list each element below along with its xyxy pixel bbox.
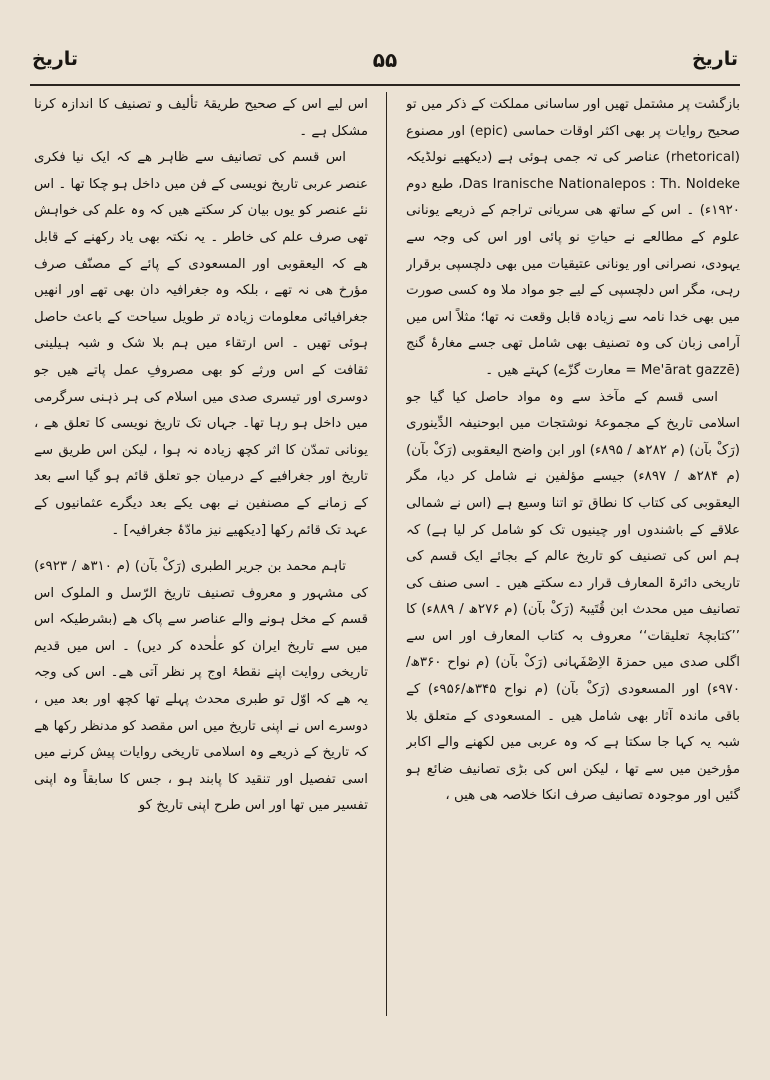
paragraph: بازگشت پر مشتمل تھیں اور ساسانی مملکت کے ذکر میں تو صحیح روایات پر بھی اکثر اوقات حماسی (epic) اور مصنوع (rhetorical) عناصر کی تہ جمی ہوئی ہے (دیکھیے نولڈیکہ Das Iranische Nationalepos : Th. Noldeke، طبع دوم ۱۹۲۰ء) ۔ اس کے ساتھ ھی سریانی تراجم کے ذریعے یونانی علوم کے مطالعے نے حیاتِ نو پائی اور اس کی وجہ سے یہودی، نصرانی اور یونانی عتیقیات میں بھی دلچسپی برقرار رہی، مگر اس دلچسپی کے لیے جو مواد ملا وہ کسی صورت میں بھی خدا نامہ سے زیادہ قابل وقعت نہ تھا؛ مثلاً اس میں آرامی زبان کی وہ تصنیف بھی شامل تھی جسے مغارۂ گنج (Me'ārat gazzē = معارت گزّے) کہتے ھیں ۔ [406,97,740,378]
right-column [406,92,740,1032]
paragraph: اس قسم کی تصانیف سے ظاہر ھے کہ ایک نیا فکری عنصر عربی تاریخ نویسی کے فن میں داخل ہو چکا تھا ۔ اس نئے عنصر کو یوں بیان کر سکتے ھیں کہ وہ علم کی خواہش تھی صرف علم کی خاطر ۔ یہ نکتہ بھی یاد رکھنے کے قابل ھے کہ الیعقوبی اور المسعودی کے پائے کے مصنّف صرف مؤرخ ھی نہ تھے ، بلکہ وہ جغرافیہ دان بھی تھے اور انھیں جغرافیائی معلومات زیادہ تر طویل سیاحت کے باعث حاصل ہوئی تھیں ۔ اس ارتقاء میں ہم بلا شک و شبہ ہیلینی ثقافت کے اس ورثے کو بھی مصروفِ عمل پاتے ھیں جو دوسری اور تیسری صدی میں اسلام کی ہر ذہنی سرگرمی میں داخل ہو رہا تھا۔ جہاں تک تاریخ نویسی کا تعلق ھے ، یونانی تمدّن کا اثر کچھ زیادہ نہ ہوا ، لیکن اس طریق سے تاریخ اور جغرافیے کے درمیان جو تعلق قائم ہو گیا اسے بعد کے زمانے کے مصنفین نے بھی یکے بعد دیگرے عثمانیوں کے عہد تک قائم رکھا [دیکھیے نیز مادّۂ جغرافیہ] ۔ [34,150,368,538]
column-divider [386,92,387,1016]
page-number: ۵۵ [372,48,398,72]
left-column [34,92,368,1032]
paragraph: تاہم محمد بن جریر الطبری (رَکْ بآن) (م ۳۱۰ھ / ۹۲۳ء) کی مشہور و معروف تصنیف تاریخ الرّسل و الملوک اس قسم کے مخل ہونے والے عناصر سے پاک ھے (بشرطیکہ اس میں سے تاریخ ایران کو علٰحدہ کر دیں) ۔ اس میں قدیم تاریخی روایت اپنے نقطۂ اوج پر نظر آتی ھے۔ اس کی وجہ یہ ھے کہ اوّل تو طبری محدث پہلے تھا کچھ اور بعد میں ، دوسرے اس نے اپنی تاریخ میں اس مقصد کو مدنظر رکھا ھے کہ تاریخ کے ذریعے وہ اسلامی تاریخی روایات پیش کرنے میں اسی تفصیل اور تنقید کا پابند ہو ، جس کا سابقاً وہ اپنی تفسیر میں تھا اور اس طرح اپنی تاریخ کو [34,559,368,814]
running-title-left: تاریخ [32,48,79,70]
paragraph: اس لیے اس کے صحیح طریقۂ تألیف و تصنیف کا اندازہ کرنا مشکل ہے ۔ [34,97,368,139]
running-title-right: تاریخ [691,48,738,70]
paragraph: اسی قسم کے مآخذ سے وہ مواد حاصل کیا گیا جو اسلامی تاریخ کے مجموعۂ نوشتجات میں ابوحنیفہ الدِّینوری (رَکْ بآن) (م ۲۸۲ھ / ۸۹۵ء) اور ابن واضح الیعقوبی (رَکْ بآن) (م ۲۸۴ھ / ۸۹۷ء) جیسے مؤلفین نے شامل کر دیا، مگر الیعقوبی کی کتاب کا نطاق تو اتنا وسیع ہے (اس نے شمالی علاقے کے باشندوں اور چینیوں تک کو شامل کر لیا ہے) کہ ہم اس کی تصنیف کو تاریخ عالم کے بجائے ایک قسم کی تاریخی دائرۃ المعارف قرار دے سکتے ھیں ۔ اسی صنف کی تصانیف میں محدث ابن قُتَیبۃ (رَکْ بآن) (م ۲۷۶ھ / ۸۸۹ء) کا ’’کتابچۂ تعلیقات‘‘ معروف بہ کتاب المعارف اور اس سے اگلی صدی میں حمزۃ الاِصْفَہانی (رَکْ بآن) (م نواح ۳۶۰ھ/۹۷۰ء) اور المسعودی (رَکْ بآن) (م نواح ۳۴۵ھ/۹۵۶ء) کے باقی ماندہ آثار بھی شامل ھیں ۔ المسعودی کے متعلق بلا شبہ یہ کہا جا سکتا ہے کہ وہ عربی میں لکھنے والے اکابر مؤرخین میں سے تھا ، لیکن اس کی بڑی تصانیف ضائع ہو گئیں اور موجودہ تصانیف صرف انکا خلاصہ ھی ھیں ، [406,389,740,804]
page-header [30,40,740,86]
